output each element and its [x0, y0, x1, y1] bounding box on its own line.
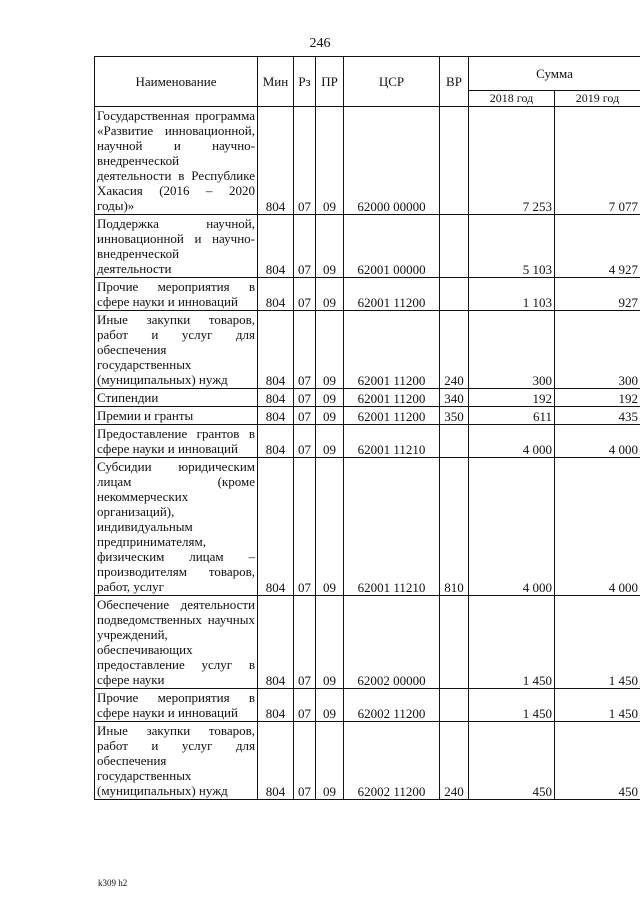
cell-name: Государственная программа «Развитие инновационной, научной и научно-внедренческой деятельности в Республике Хакасия (2016 – 2020 годы)»	[95, 107, 258, 215]
header-year-2018: 2018 год	[469, 91, 555, 107]
cell-min: 804	[258, 722, 294, 800]
cell-rz: 07	[294, 722, 316, 800]
cell-name: Иные закупки товаров, работ и услуг для обеспечения государственных (муниципальных) нужд	[95, 722, 258, 800]
cell-2019: 300	[555, 311, 640, 389]
cell-pr: 09	[316, 722, 344, 800]
cell-name: Предоставление грантов в сфере науки и инноваций	[95, 425, 258, 458]
cell-2019: 450	[555, 722, 640, 800]
budget-table	[94, 56, 640, 800]
table-row	[95, 215, 640, 278]
table-row	[95, 389, 640, 407]
cell-vr	[440, 425, 469, 458]
cell-2019: 1 450	[555, 596, 640, 689]
cell-rz: 07	[294, 278, 316, 311]
cell-name: Поддержка научной, инновационной и научно-внедренческой деятельности	[95, 215, 258, 278]
cell-rz: 07	[294, 596, 316, 689]
cell-min: 804	[258, 596, 294, 689]
cell-2018: 450	[469, 722, 555, 800]
cell-2018: 4 000	[469, 458, 555, 596]
cell-2018: 300	[469, 311, 555, 389]
table-row	[95, 689, 640, 722]
cell-vr	[440, 689, 469, 722]
cell-rz: 07	[294, 458, 316, 596]
cell-2018: 611	[469, 407, 555, 425]
cell-2018: 1 103	[469, 278, 555, 311]
cell-name: Иные закупки товаров, работ и услуг для обеспечения государственных (муниципальных) нужд	[95, 311, 258, 389]
cell-csr: 62001 11210	[344, 425, 440, 458]
cell-vr: 810	[440, 458, 469, 596]
table-row	[95, 458, 640, 596]
cell-min: 804	[258, 425, 294, 458]
cell-min: 804	[258, 278, 294, 311]
page-number: 246	[309, 36, 331, 51]
cell-min: 804	[258, 389, 294, 407]
budget-table-container	[94, 56, 640, 800]
cell-rz: 07	[294, 407, 316, 425]
cell-name: Субсидии юридическим лицам (кроме некоммерческих организаций), индивидуальным предпринимателям, физическим лицам – производителям товаров, работ, услуг	[95, 458, 258, 596]
cell-name: Стипендии	[95, 389, 258, 407]
cell-csr: 62002 00000	[344, 596, 440, 689]
cell-min: 804	[258, 107, 294, 215]
table-row	[95, 311, 640, 389]
table-header	[95, 57, 640, 107]
cell-vr: 340	[440, 389, 469, 407]
cell-vr: 240	[440, 311, 469, 389]
table-row	[95, 722, 640, 800]
header-sum: Сумма	[469, 57, 640, 91]
cell-csr: 62001 11200	[344, 311, 440, 389]
header-year-2019: 2019 год	[555, 91, 640, 107]
cell-pr: 09	[316, 458, 344, 596]
cell-vr	[440, 596, 469, 689]
cell-name: Обеспечение деятельности подведомственных научных учреждений, обеспечивающих предоставление услуг в сфере науки	[95, 596, 258, 689]
cell-csr: 62001 00000	[344, 215, 440, 278]
cell-pr: 09	[316, 689, 344, 722]
cell-min: 804	[258, 689, 294, 722]
cell-rz: 07	[294, 425, 316, 458]
header-name: Наименование	[95, 57, 258, 107]
table-row	[95, 425, 640, 458]
cell-rz: 07	[294, 215, 316, 278]
footer-code: k309 h2	[98, 878, 128, 888]
cell-csr: 62001 11200	[344, 407, 440, 425]
cell-pr: 09	[316, 107, 344, 215]
table-row	[95, 596, 640, 689]
cell-csr: 62001 11210	[344, 458, 440, 596]
header-csr: ЦСР	[344, 57, 440, 107]
table-row	[95, 107, 640, 215]
cell-csr: 62000 00000	[344, 107, 440, 215]
cell-rz: 07	[294, 689, 316, 722]
cell-2019: 4 927	[555, 215, 640, 278]
cell-vr	[440, 215, 469, 278]
cell-csr: 62001 11200	[344, 389, 440, 407]
cell-vr	[440, 278, 469, 311]
cell-name: Прочие мероприятия в сфере науки и инноваций	[95, 278, 258, 311]
cell-vr: 350	[440, 407, 469, 425]
cell-pr: 09	[316, 215, 344, 278]
cell-min: 804	[258, 215, 294, 278]
table-body	[95, 107, 640, 800]
header-pr: ПР	[316, 57, 344, 107]
table-row	[95, 278, 640, 311]
cell-pr: 09	[316, 596, 344, 689]
cell-2019: 1 450	[555, 689, 640, 722]
cell-2018: 1 450	[469, 596, 555, 689]
cell-2018: 4 000	[469, 425, 555, 458]
cell-min: 804	[258, 407, 294, 425]
cell-2019: 927	[555, 278, 640, 311]
cell-rz: 07	[294, 107, 316, 215]
cell-2018: 7 253	[469, 107, 555, 215]
table-row	[95, 407, 640, 425]
cell-csr: 62002 11200	[344, 722, 440, 800]
cell-2018: 192	[469, 389, 555, 407]
header-min: Мин	[258, 57, 294, 107]
cell-vr	[440, 107, 469, 215]
cell-pr: 09	[316, 278, 344, 311]
header-vr: ВР	[440, 57, 469, 107]
cell-2019: 435	[555, 407, 640, 425]
cell-csr: 62002 11200	[344, 689, 440, 722]
cell-rz: 07	[294, 389, 316, 407]
cell-pr: 09	[316, 311, 344, 389]
cell-2019: 7 077	[555, 107, 640, 215]
cell-min: 804	[258, 311, 294, 389]
cell-2019: 4 000	[555, 458, 640, 596]
cell-vr: 240	[440, 722, 469, 800]
cell-2018: 1 450	[469, 689, 555, 722]
cell-csr: 62001 11200	[344, 278, 440, 311]
cell-2018: 5 103	[469, 215, 555, 278]
cell-2019: 192	[555, 389, 640, 407]
header-rz: Рз	[294, 57, 316, 107]
cell-2019: 4 000	[555, 425, 640, 458]
cell-pr: 09	[316, 407, 344, 425]
cell-name: Премии и гранты	[95, 407, 258, 425]
cell-pr: 09	[316, 389, 344, 407]
cell-rz: 07	[294, 311, 316, 389]
cell-pr: 09	[316, 425, 344, 458]
cell-name: Прочие мероприятия в сфере науки и инноваций	[95, 689, 258, 722]
cell-min: 804	[258, 458, 294, 596]
